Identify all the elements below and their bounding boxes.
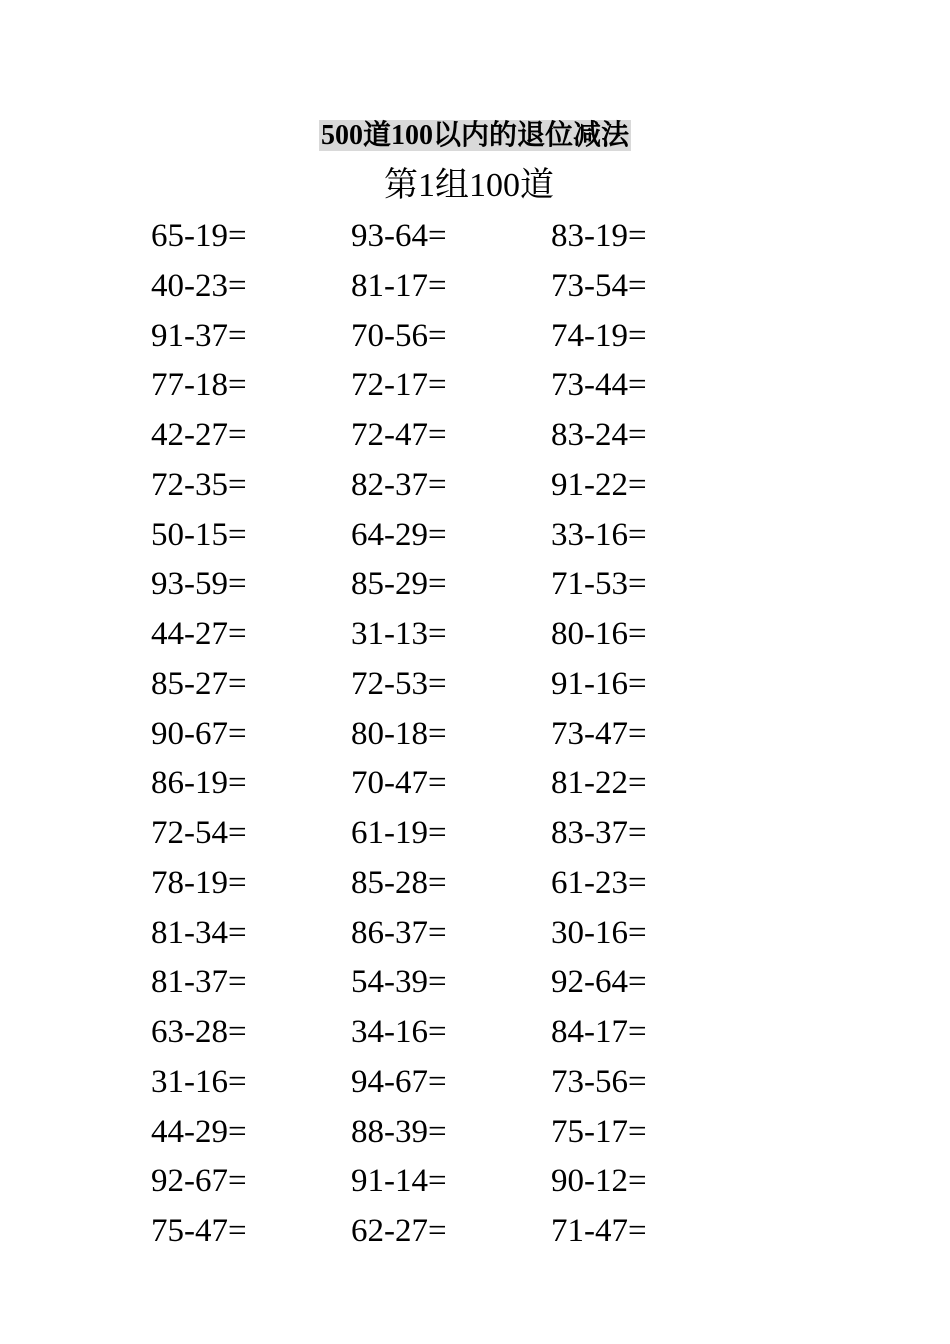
problem-item: 65-19= (151, 218, 247, 254)
group-heading: 第1组100道 (384, 167, 554, 204)
problem-item: 81-17= (351, 267, 447, 304)
problem-item: 42-27= (151, 417, 247, 453)
problem-row (151, 860, 751, 910)
problem-item: 86-37= (351, 914, 447, 951)
problem-item: 77-18= (151, 367, 247, 404)
problem-grid (151, 213, 751, 1258)
problem-item: 81-34= (151, 914, 247, 951)
problem-item: 61-19= (351, 815, 447, 851)
problem-item: 85-27= (151, 665, 247, 702)
problem-item: 63-28= (151, 1014, 247, 1050)
problem-item: 80-18= (351, 715, 447, 752)
problem-item: 92-64= (551, 964, 647, 1001)
problem-item: 83-37= (551, 815, 647, 851)
problem-item: 90-67= (151, 715, 247, 752)
problem-row (151, 561, 751, 611)
problem-item: 86-19= (151, 765, 247, 802)
problem-item: 83-24= (551, 417, 647, 453)
problem-item: 81-37= (151, 964, 247, 1001)
problem-item: 71-47= (551, 1213, 647, 1249)
problem-row (151, 1059, 751, 1109)
problem-item: 72-47= (351, 417, 447, 453)
problem-item: 82-37= (351, 466, 447, 503)
problem-item: 81-22= (551, 765, 647, 802)
problem-item: 31-13= (351, 616, 447, 652)
problem-item: 71-53= (551, 566, 647, 603)
problem-item: 94-67= (351, 1063, 447, 1100)
problem-item: 50-15= (151, 516, 247, 553)
problem-row (151, 313, 751, 363)
problem-item: 93-59= (151, 566, 247, 603)
problem-item: 75-17= (551, 1113, 647, 1150)
problem-row (151, 661, 751, 711)
problem-item: 33-16= (551, 516, 647, 553)
problem-item: 54-39= (351, 964, 447, 1001)
problem-item: 73-44= (551, 367, 647, 404)
problem-item: 73-56= (551, 1063, 647, 1100)
problem-row (151, 213, 751, 263)
problem-row (151, 611, 751, 661)
problem-row (151, 1158, 751, 1208)
problem-item: 90-12= (551, 1163, 647, 1200)
problem-item: 72-17= (351, 367, 447, 404)
problem-row (151, 810, 751, 860)
problem-item: 72-53= (351, 665, 447, 702)
problem-row (151, 412, 751, 462)
problem-item: 93-64= (351, 218, 447, 254)
problem-row (151, 512, 751, 562)
problem-row (151, 1009, 751, 1059)
problem-item: 31-16= (151, 1063, 247, 1100)
problem-item: 44-29= (151, 1113, 247, 1150)
problem-item: 91-16= (551, 665, 647, 702)
problem-row (151, 263, 751, 313)
problem-item: 72-54= (151, 815, 247, 851)
problem-item: 73-47= (551, 715, 647, 752)
problem-item: 91-22= (551, 466, 647, 503)
problem-item: 34-16= (351, 1014, 447, 1050)
problem-item: 91-37= (151, 317, 247, 354)
problem-item: 61-23= (551, 864, 647, 901)
problem-row (151, 711, 751, 761)
problem-item: 74-19= (551, 317, 647, 354)
problem-row (151, 760, 751, 810)
problem-row (151, 910, 751, 960)
problem-item: 30-16= (551, 914, 647, 951)
problem-item: 88-39= (351, 1113, 447, 1150)
problem-item: 72-35= (151, 466, 247, 503)
problem-item: 75-47= (151, 1213, 247, 1249)
problem-item: 80-16= (551, 616, 647, 652)
problem-item: 78-19= (151, 864, 247, 901)
problem-item: 83-19= (551, 218, 647, 254)
problem-item: 91-14= (351, 1163, 447, 1200)
document-title-text: 500道100以内的退位减法 (320, 120, 629, 151)
problem-item: 62-27= (351, 1213, 447, 1249)
problem-item: 70-56= (351, 317, 447, 354)
problem-item: 40-23= (151, 267, 247, 304)
problem-item: 64-29= (351, 516, 447, 553)
problem-row (151, 462, 751, 512)
problem-item: 70-47= (351, 765, 447, 802)
problem-row (151, 1109, 751, 1159)
problem-item: 85-28= (351, 864, 447, 901)
problem-row (151, 362, 751, 412)
problem-item: 85-29= (351, 566, 447, 603)
document-title (0, 116, 950, 156)
problem-row (151, 1208, 751, 1258)
problem-item: 73-54= (551, 267, 647, 304)
problem-item: 84-17= (551, 1014, 647, 1050)
problem-row (151, 959, 751, 1009)
problem-item: 44-27= (151, 616, 247, 652)
problem-item: 92-67= (151, 1163, 247, 1200)
